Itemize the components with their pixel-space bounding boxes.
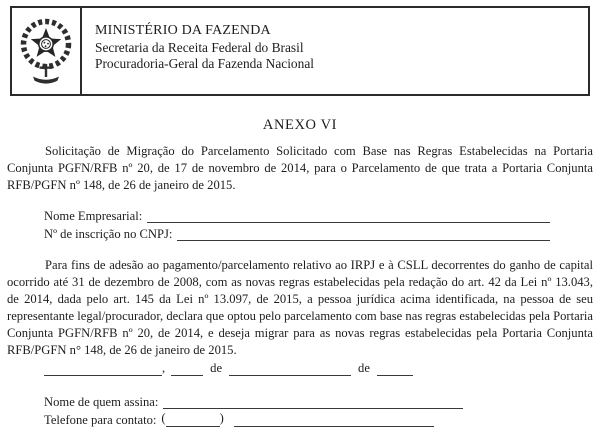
signature-fields bbox=[44, 393, 600, 429]
declaration-paragraph: Para fins de adesão ao pagamento/parcelamento relativo ao IRPJ e à CSLL decorrentes do ganho de capital ocorrido até 31 de dezembro de 2008, com as novas regras estabelecidas pela redação do art. 42 da Lei nº 13.043, de 2014, dada pelo art. 145 da Lei nº 13.097, de 2015, a pessoa jurídica acima identificada, na pessoa de seu representante legal/procurador, declara que optou pelo parcelamento com base nas regras estabelecidas pela Portaria Conjunta PGFN/RFB nº 20, de 2014, e deseja migrar para as novas regras estabelecidas pela Portaria Conjunta RFB/PGFN n° 148, de 26 de janeiro de 2015. bbox=[7, 258, 593, 357]
month-blank-line bbox=[229, 363, 351, 376]
brazil-coat-of-arms-icon bbox=[20, 16, 72, 86]
intro-paragraph: Solicitação de Migração do Parcelamento Solicitado com Base nas Regras Estabelecidas na Portaria Conjunta PGFN/RFB nº 20, de 17 de novembro de 2014, para o Parcelamento de que trata a Portaria Conjunta RFB/PGFN nº 148, de 26 de janeiro de 2015. bbox=[7, 144, 593, 192]
signer-name-field bbox=[44, 393, 600, 411]
city-blank-line bbox=[44, 363, 162, 376]
org-names bbox=[82, 8, 588, 94]
day-blank-line bbox=[171, 363, 203, 376]
company-name-blank-line bbox=[147, 207, 550, 223]
phone-number-blank-line bbox=[234, 411, 434, 427]
company-name-field bbox=[44, 207, 550, 225]
secretariat-name: Secretaria da Receita Federal do Brasil bbox=[95, 39, 304, 55]
identification-fields bbox=[44, 207, 550, 243]
date-line bbox=[44, 359, 600, 376]
attorney-office-name: Procuradoria-Geral da Fazenda Nacional bbox=[95, 56, 314, 71]
cnpj-field bbox=[44, 225, 550, 243]
company-name-label: Nome Empresarial: bbox=[44, 209, 143, 223]
signer-name-label: Nome de quem assina: bbox=[44, 395, 159, 409]
cnpj-blank-line bbox=[177, 225, 550, 241]
date-comma: , bbox=[162, 361, 166, 375]
year-blank-line bbox=[377, 363, 413, 376]
phone-field bbox=[44, 411, 600, 429]
date-de-word-1: de bbox=[210, 361, 223, 375]
phone-close-paren: ) bbox=[219, 411, 224, 425]
date-de-word-2: de bbox=[358, 361, 370, 375]
phone-label: Telefone para contato: bbox=[44, 413, 157, 427]
document-title: ANEXO VI bbox=[262, 117, 338, 133]
logo-cell bbox=[12, 8, 82, 94]
signer-name-blank-line bbox=[163, 393, 463, 409]
phone-open-paren: ( bbox=[161, 411, 166, 425]
cnpj-label: Nº de inscrição no CNPJ: bbox=[44, 227, 173, 241]
ministry-name: MINISTÉRIO DA FAZENDA bbox=[95, 23, 271, 38]
letterhead bbox=[10, 6, 590, 96]
phone-area-blank-line bbox=[166, 411, 220, 427]
